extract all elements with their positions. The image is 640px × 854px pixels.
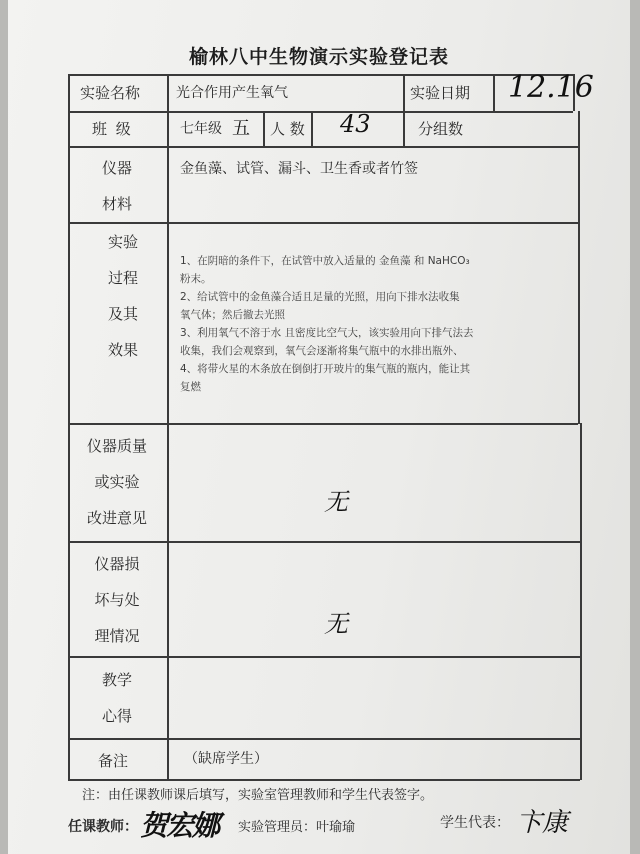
teaching-notes-label-line: 教学 (101, 671, 132, 689)
equipment-value: 金鱼藻、试管、漏斗、卫生香或者竹签 (180, 161, 418, 177)
teaching-notes-label (72, 662, 162, 734)
group-count-label: 分组数 (418, 120, 464, 138)
row-divider (68, 738, 580, 740)
quality-label-line: 或实验 (94, 473, 140, 491)
row-divider (68, 541, 580, 543)
process-line: 2、给试管中的金鱼藻合适且足量的光照，用向下排水法收集 (180, 291, 460, 303)
damage-label (72, 546, 162, 654)
row-divider (68, 111, 573, 113)
class-label: 班 级 (92, 120, 133, 138)
process-label (78, 224, 168, 368)
table-border-bottom (68, 779, 580, 781)
process-label-line: 及其 (107, 305, 138, 323)
process-line: 粉末。 (180, 273, 212, 285)
lab-manager: 实验管理员：叶瑜瑜 (238, 820, 356, 835)
table-border-right-mid (578, 111, 580, 424)
process-label-line: 实验 (107, 233, 138, 251)
row-divider (68, 423, 578, 425)
class-count-divider (263, 111, 265, 146)
quality-label-line: 改进意见 (86, 509, 147, 527)
process-text (180, 252, 474, 396)
student-count-label: 人 数 (270, 120, 305, 138)
teacher-signature: 贺宏娜 (140, 809, 219, 842)
quality-value: 无 (324, 488, 348, 516)
row-divider (68, 146, 578, 148)
teaching-notes-label-line: 心得 (101, 707, 132, 725)
quality-label-line: 仪器质量 (86, 437, 147, 455)
experiment-name-label: 实验名称 (80, 84, 141, 102)
registration-form-page (8, 0, 630, 854)
process-line: 1、在阴暗的条件下，在试管中放入适量的 金鱼藻 和 NaHCO₃ (180, 255, 470, 267)
process-label-line: 效果 (107, 341, 138, 359)
equipment-label-line: 材料 (101, 195, 132, 213)
class-value: 七年级 (180, 121, 222, 137)
experiment-name-value: 光合作用产生氧气 (176, 85, 288, 101)
date-column-divider (403, 74, 405, 146)
count-value-divider (311, 111, 313, 146)
date-value-divider (493, 74, 495, 111)
experiment-date-label: 实验日期 (410, 84, 471, 102)
label-column-divider (167, 74, 169, 780)
process-line: 氧气体；然后撤去光照 (180, 309, 285, 321)
process-line: 复燃 (180, 381, 201, 393)
class-number: 五 (232, 118, 250, 139)
equipment-label-line: 仪器 (101, 159, 132, 177)
footer-note: 注：由任课教师课后填写，实验室管理教师和学生代表签字。 (82, 788, 434, 803)
process-label-line: 过程 (107, 269, 138, 287)
process-line: 3、利用氧气不溶于水 且密度比空气大，该实验用向下排气法去 (180, 327, 474, 339)
remarks-value: （缺席学生） (184, 751, 268, 767)
damage-label-line: 坏与处 (94, 591, 140, 609)
quality-label (72, 428, 162, 536)
process-line: 4、将带火星的木条放在倒倒打开玻片的集气瓶的瓶内，能让其 (180, 363, 471, 375)
teacher-label: 任课教师： (68, 819, 138, 835)
damage-value: 无 (324, 610, 348, 638)
process-line: 收集，我们会观察到，氧气会逐渐将集气瓶中的水排出瓶外、 (180, 345, 464, 357)
form-title: 榆林八中生物演示实验登记表 (188, 46, 449, 68)
row-divider (68, 656, 580, 658)
experiment-date-value: 12.16 (508, 70, 594, 105)
table-border-right-bottom (580, 423, 582, 780)
remarks-label: 备注 (98, 752, 129, 770)
student-count-value: 43 (340, 110, 371, 138)
damage-label-line: 仪器损 (94, 555, 140, 573)
student-rep-signature: 卞康 (516, 808, 569, 838)
table-border-top (68, 74, 573, 76)
table-border-left (68, 74, 70, 780)
damage-label-line: 理情况 (94, 627, 140, 645)
equipment-label (72, 150, 162, 222)
student-rep-label: 学生代表： (440, 815, 510, 831)
